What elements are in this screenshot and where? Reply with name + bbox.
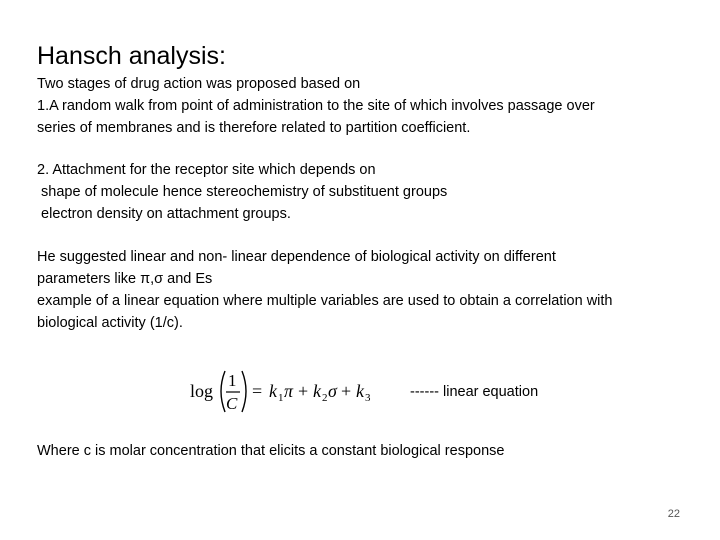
k2-symbol: k xyxy=(313,381,321,401)
text-line: parameters like π,σ and Es xyxy=(37,271,213,287)
hansch-equation xyxy=(188,366,378,416)
paragraph-stages xyxy=(37,73,595,139)
k1-symbol: k xyxy=(269,381,277,401)
k2-subscript: 2 xyxy=(322,392,328,404)
text-line: series of membranes and is therefore related to partition coefficient. xyxy=(37,120,471,136)
definition-sentence: Where c is molar concentration that elicits a constant biological response xyxy=(37,443,505,459)
text-line: shape of molecule hence stereochemistry of substituent groups xyxy=(37,184,448,200)
text-line: He suggested linear and non- linear dependence of biological activity on different xyxy=(37,249,556,265)
sigma-symbol: σ xyxy=(328,381,337,401)
paragraph-attachment xyxy=(37,159,447,225)
k3-symbol: k xyxy=(356,381,364,401)
page-number: 22 xyxy=(667,508,680,520)
text-line: electron density on attachment groups. xyxy=(37,206,291,222)
k1-subscript: 1 xyxy=(278,392,284,404)
right-paren xyxy=(242,371,246,412)
text-line: biological activity (1/c). xyxy=(37,315,183,331)
equation-graphic xyxy=(188,366,378,416)
text-line: Two stages of drug action was proposed based on xyxy=(37,76,361,92)
equals-sign: = xyxy=(252,381,263,401)
fraction-numerator: 1 xyxy=(228,371,237,390)
log-text: log xyxy=(190,381,214,401)
k3-subscript: 3 xyxy=(365,392,371,404)
text-line: example of a linear equation where multiple variables are used to obtain a correlation with xyxy=(37,293,613,309)
plus-sign: + xyxy=(341,381,352,401)
text-line: 1.A random walk from point of administration to the site of which involves passage over xyxy=(37,98,595,114)
pi-symbol: π xyxy=(284,381,294,401)
left-paren xyxy=(221,371,225,412)
text-line: 2. Attachment for the receptor site which depends on xyxy=(37,162,376,178)
fraction-denominator: C xyxy=(226,394,238,413)
equation-note: ------ linear equation xyxy=(410,384,539,400)
plus-sign: + xyxy=(298,381,309,401)
paragraph-dependence xyxy=(37,246,613,334)
slide-title: Hansch analysis: xyxy=(37,42,226,70)
